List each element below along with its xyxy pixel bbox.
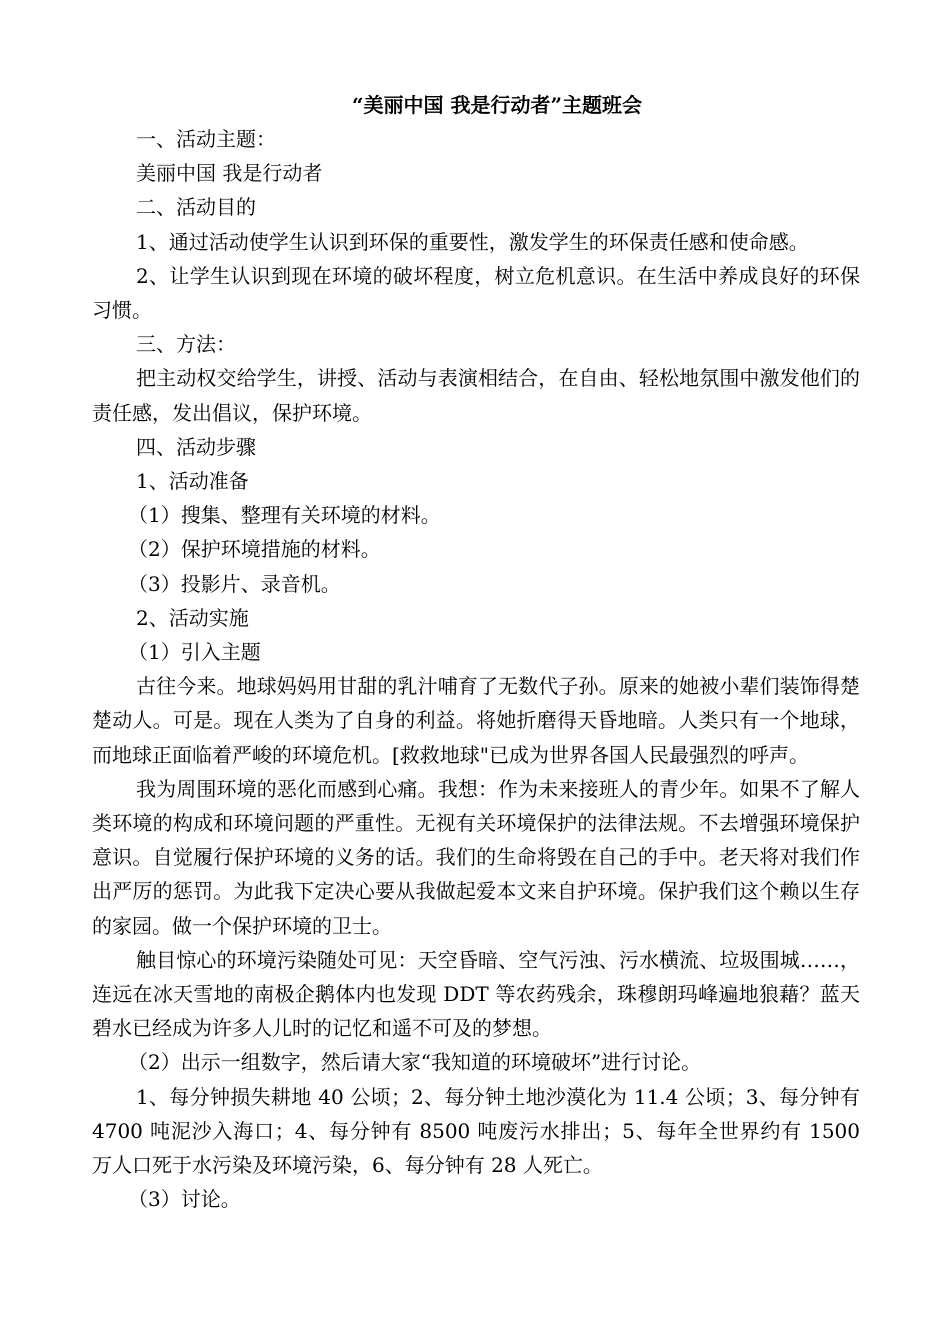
paragraph: 古往今来。地球妈妈用甘甜的乳汁哺育了无数代子孙。原来的她被小辈们装饰得楚楚动人。可是。现在人类为了自身的利益。将她折磨得天昏地暗。人类只有一个地球，而地球正面临着严峻的环境危机。[救救地球"已成为世界各国人民最强烈的呼声。 [92, 674, 860, 767]
paragraph: 我为周围环境的恶化而感到心痛。我想：作为未来接班人的青少年。如果不了解人类环境的构成和环境问题的严重性。无视有关环境保护的法律法规。不去增强环境保护意识。自觉履行保护环境的义务的话。我们的生命将毁在自己的手中。老天将对我们作出严厉的惩罚。为此我下定决心要从我做起爱本文来自护环境。保护我们这个赖以生存的家园。做一个保护环境的卫士。 [92, 776, 860, 938]
paragraph: 三、方法： [136, 332, 236, 357]
paragraph: 2、让学生认识到现在环境的破坏程度，树立危机意识。在生活中养成良好的环保习惯。 [92, 263, 860, 323]
paragraph: 1、通过活动使学生认识到环保的重要性，激发学生的环保责任感和使命感。 [136, 229, 809, 254]
document-body [92, 122, 860, 1217]
paragraph: 二、活动目的 [136, 195, 256, 220]
paragraph: 触目惊心的环境污染随处可见：天空昏暗、空气污浊、污水横流、垃圾围城……，连远在冰天雪地的南极企鹅体内也发现 DDT 等农药残余，珠穆朗玛峰遍地狼藉？蓝天碧水已经成为许多人儿时的记忆和遥不可及的梦想。 [92, 947, 860, 1041]
paragraph: 1、活动准备 [136, 469, 249, 494]
document-title: “美丽中国 我是行动者”主题班会 [352, 93, 642, 117]
paragraph: （2）出示一组数字，然后请大家“我知道的环境破坏”进行讨论。 [128, 1050, 702, 1075]
paragraph: 美丽中国 我是行动者 [136, 161, 323, 186]
paragraph: 一、活动主题： [136, 127, 276, 151]
paragraph: 1、每分钟损失耕地 40 公顷；2、每分钟土地沙漠化为 11.4 公顷；3、每分钟有 4700 吨泥沙入海口；4、每分钟有 8500 吨废污水排出；5、每年全世界约有 1500 万人口死于水污染及环境污染，6、每分钟有 28 人死亡。 [92, 1084, 860, 1178]
paragraph: （2）保护环境措施的材料。 [128, 537, 381, 562]
paragraph: 四、活动步骤 [136, 434, 256, 459]
paragraph: （3）投影片、录音机。 [128, 571, 341, 596]
paragraph: 2、活动实施 [136, 605, 249, 630]
paragraph: （3）讨论。 [128, 1187, 241, 1212]
document-page [92, 88, 860, 1217]
paragraph: （1）搜集、整理有关环境的材料。 [128, 503, 441, 528]
paragraph: （1）引入主题 [128, 640, 261, 665]
paragraph: 把主动权交给学生，讲授、活动与表演相结合，在自由、轻松地氛围中激发他们的责任感，发出倡议，保护环境。 [92, 366, 860, 425]
